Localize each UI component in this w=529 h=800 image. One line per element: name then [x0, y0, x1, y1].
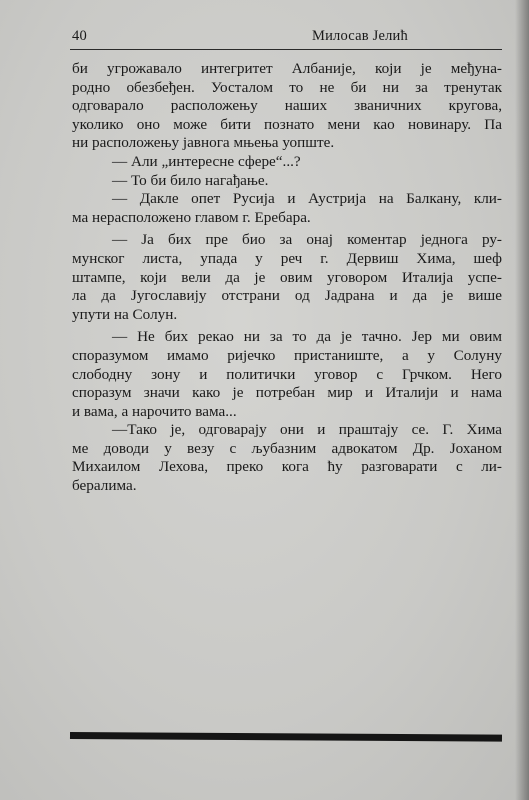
body-text	[72, 60, 502, 496]
text-line: — Дакле опет Русија и Аустрија на Балкану, кли-	[112, 190, 502, 208]
header-rule	[70, 49, 502, 50]
text-line: споразум значи како је потребан мир и Италији и нама	[72, 384, 502, 402]
text-line: би угрожавало интегритет Албаније, који је међуна-	[72, 60, 502, 77]
text-line: родно обезбеђен. Уосталом то не би ни за тренутак	[72, 78, 502, 96]
text-line: одговарало расположењу наших званичних кругова,	[72, 97, 502, 115]
running-title: Милосав Јелић	[312, 28, 408, 44]
text-line: ма нерасположено главом г. Еребара.	[72, 208, 311, 226]
text-line: — То би било нагађање.	[112, 171, 269, 189]
text-line: ме доводи у везу с љубазним адвокатом Др. Јоханом	[72, 439, 502, 457]
text-line: — Не бих рекао ни за то да је тачно. Јер ми овим	[112, 328, 502, 346]
page-number: 40	[72, 28, 87, 44]
running-head	[72, 28, 502, 48]
text-line: и вама, а нарочито вама...	[72, 402, 237, 420]
text-line: уколико оно може бити познато мени као новинару. Па	[72, 115, 502, 133]
page-edge-shadow	[515, 0, 529, 800]
text-line: бералима.	[72, 477, 137, 495]
text-line: слободну зону и политички уговор с Грчком. Него	[72, 365, 502, 383]
text-line: ла да Југославију отстрани од Јадрана и да је више	[72, 287, 502, 305]
text-line: упути на Солун.	[72, 305, 178, 323]
text-line: — Али „интересне сфере“...?	[112, 152, 301, 170]
text-line: споразумом имамо ријечко пристаниште, а у Солуну	[72, 346, 502, 364]
text-line: — Ја бих пре био за онај коментар једнога ру-	[112, 231, 502, 249]
text-line: —Тако је, одговарају они и праштају се. Г. Хима	[112, 421, 502, 439]
text-line: Михаилом Леховa, преко кога ћу разговарати с ли-	[72, 458, 502, 476]
footer-rule	[70, 732, 502, 742]
text-line: штампе, који вели да је овим уговором Италија успе-	[72, 268, 502, 286]
text-line: ни расположењу јавнога мњења уопште.	[72, 134, 335, 152]
text-line: мунског листа, упада у реч г. Дервиш Хима, шеф	[72, 249, 502, 267]
